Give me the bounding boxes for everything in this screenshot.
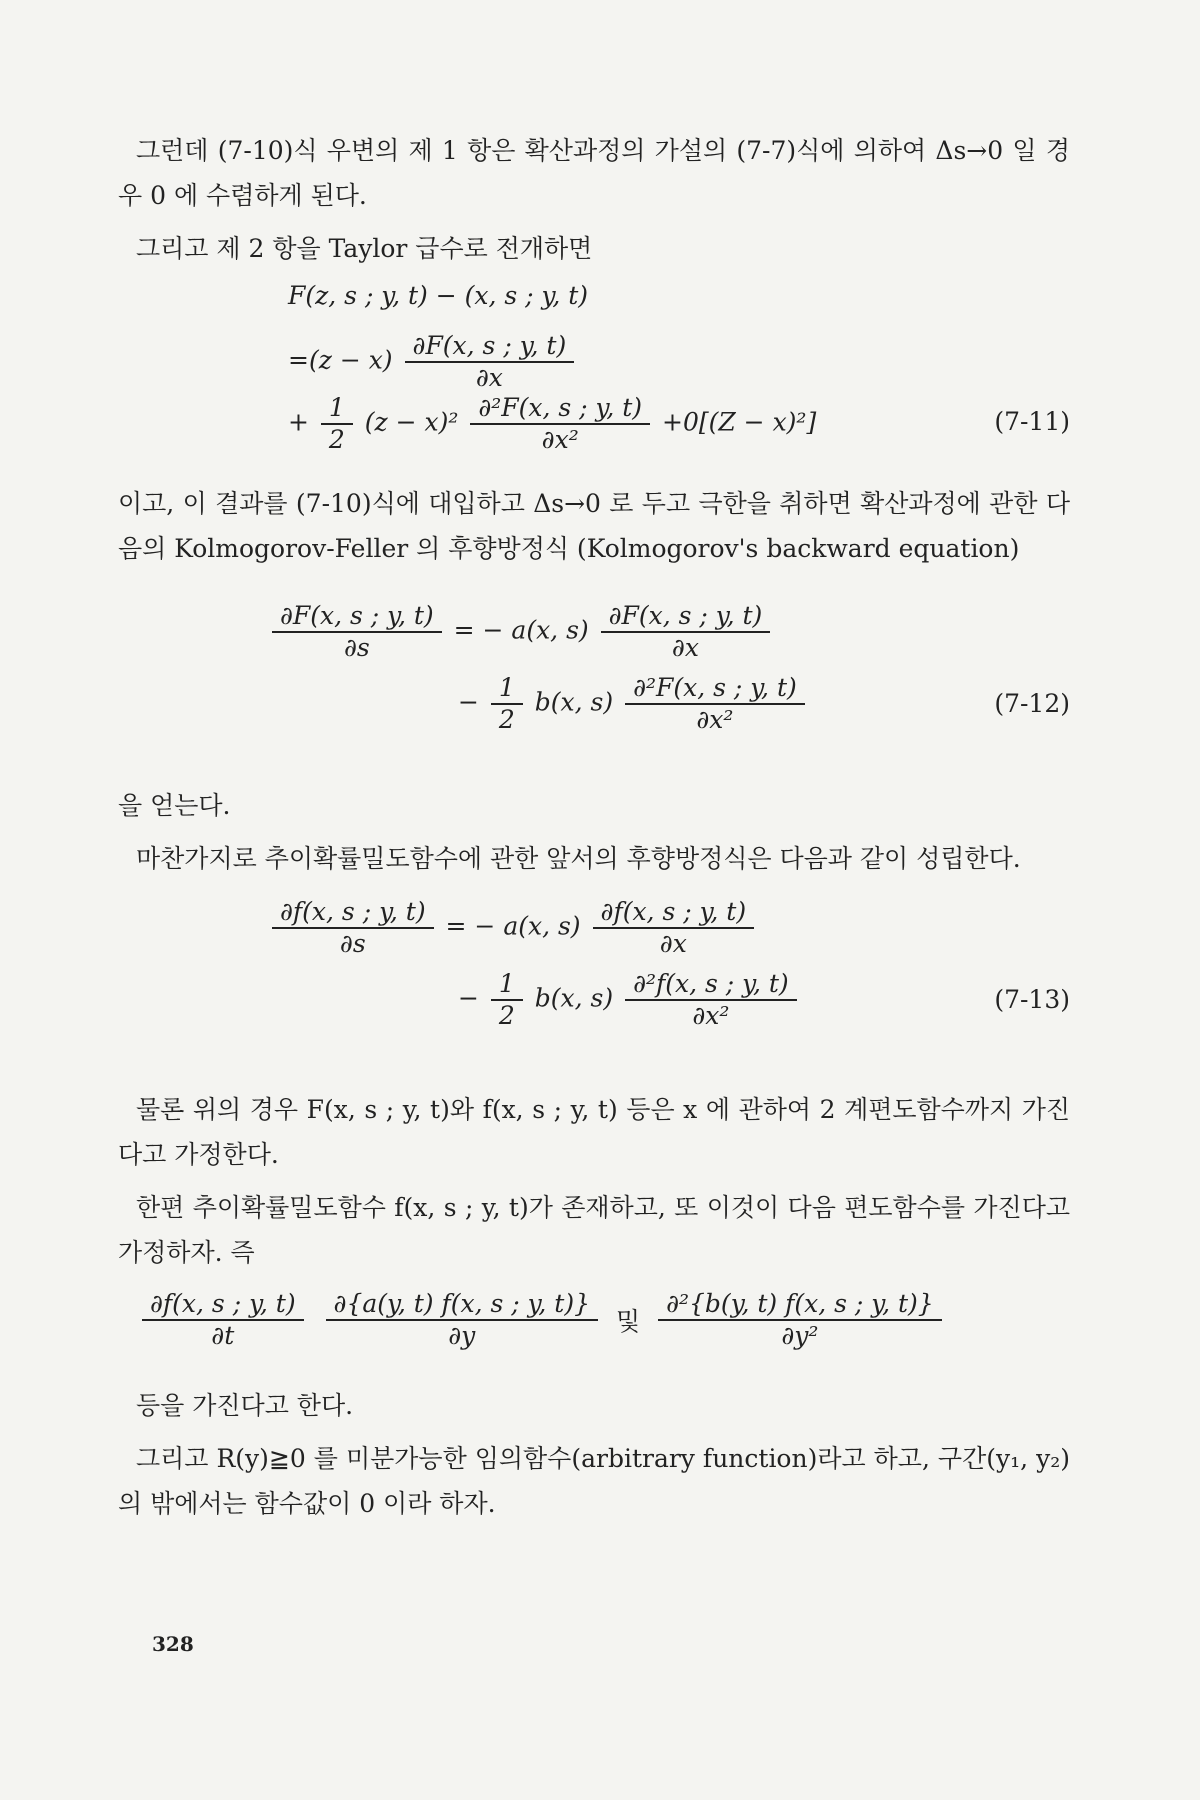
fraction	[142, 1289, 304, 1351]
fraction-numerator: ∂f(x, s ; y, t)	[142, 1289, 304, 1321]
page-number: 328	[152, 1632, 194, 1656]
fraction-numerator: ∂²{b(y, t) f(x, s ; y, t)}	[658, 1289, 942, 1321]
half-fraction	[491, 969, 523, 1031]
fraction-denominator: 2	[328, 425, 345, 454]
equation-7-12-line-1	[268, 601, 1070, 673]
fraction-denominator: 2	[498, 705, 515, 734]
fraction-numerator: ∂²F(x, s ; y, t)	[470, 393, 650, 425]
fraction	[272, 897, 434, 959]
fraction-denominator: ∂s	[343, 633, 370, 662]
fraction-numerator: ∂f(x, s ; y, t)	[272, 897, 434, 929]
paragraph-3: 이고, 이 결과를 (7-10)식에 대입하고 Δs→0 로 두고 극한을 취하면 확산과정에 관한 다음의 Kolmogorov-Feller 의 후향방정식 (Kolmogorov's backward equation)	[118, 489, 1070, 563]
equation-number: (7-13)	[994, 985, 1070, 1014]
equation-7-13	[268, 897, 1070, 1067]
paragraph-7: 한편 추이확률밀도함수 f(x, s ; y, t)가 존재하고, 또 이것이 다음 편도함수를 가진다고 가정하자. 즉	[118, 1193, 1070, 1267]
paragraph-2: 그리고 제 2 항을 Taylor 급수로 전개하면	[136, 234, 593, 263]
fraction-denominator: 2	[498, 1001, 515, 1030]
paragraph-1: 그런데 (7-10)식 우변의 제 1 항은 확산과정의 가설의 (7-7)식에 의하여 Δs→0 일 경우 0 에 수렴하게 된다.	[118, 136, 1070, 210]
equation-7-11-line-3	[288, 393, 1070, 463]
equation-7-11-factor: =(z − x)	[288, 345, 393, 375]
fraction-denominator: ∂x	[671, 633, 699, 662]
fraction-numerator: ∂F(x, s ; y, t)	[601, 601, 771, 633]
fraction-numerator: ∂F(x, s ; y, t)	[405, 331, 575, 363]
equation-7-12-line-2	[458, 673, 1070, 745]
fraction	[593, 897, 755, 959]
equation-7-12	[268, 601, 1070, 771]
paragraph-4: 을 얻는다.	[118, 791, 231, 820]
fraction-numerator: 1	[491, 969, 523, 1001]
paragraph-8: 등을 가진다고 한다.	[136, 1391, 354, 1420]
equation-7-13-drift: = − a(x, s)	[445, 911, 581, 941]
fraction-denominator: ∂t	[211, 1321, 235, 1350]
fraction-numerator: 1	[491, 673, 523, 705]
equation-number: (7-12)	[994, 689, 1070, 718]
equation-7-11-line-2	[288, 331, 1070, 393]
fraction-denominator: ∂y²	[781, 1321, 819, 1350]
equation-7-12-diffusion: b(x, s)	[534, 687, 614, 717]
fraction-numerator: ∂f(x, s ; y, t)	[593, 897, 755, 929]
plus-sign: +	[288, 407, 309, 437]
equation-7-11-lhs: F(z, s ; y, t) − (x, s ; y, t)	[288, 281, 589, 310]
fraction-denominator: ∂x²	[541, 425, 579, 454]
equation-7-11	[288, 281, 1070, 471]
fraction	[470, 393, 650, 455]
fraction-numerator: 1	[321, 393, 353, 425]
fraction-denominator: ∂x²	[692, 1001, 730, 1030]
equation-7-11-square-term: (z − x)²	[364, 407, 459, 437]
fraction	[625, 673, 805, 735]
fraction-numerator: ∂²F(x, s ; y, t)	[625, 673, 805, 705]
minus-sign: −	[458, 983, 479, 1013]
fraction-numerator: ∂²f(x, s ; y, t)	[625, 969, 797, 1001]
half-fraction	[491, 673, 523, 735]
fraction	[272, 601, 442, 663]
fraction	[658, 1289, 942, 1351]
fraction-denominator: ∂x	[659, 929, 687, 958]
equation-7-13-line-1	[268, 897, 1070, 969]
equation-7-12-drift: = − a(x, s)	[453, 615, 589, 645]
paragraph-9: 그리고 R(y)≧0 를 미분가능한 임의함수(arbitrary function)라고 하고, 구간(y₁, y₂)의 밖에서는 함수값이 0 이라 하자.	[118, 1444, 1070, 1518]
paragraph-5: 마찬가지로 추이확률밀도함수에 관한 앞서의 후향방정식은 다음과 같이 성립한다.	[136, 844, 1021, 873]
fraction	[326, 1289, 598, 1351]
partial-derivatives-list	[138, 1289, 1070, 1369]
equation-7-11-remainder: +0[(Z − x)²]	[662, 407, 817, 437]
equation-7-13-line-2	[458, 969, 1070, 1041]
equation-number: (7-11)	[994, 407, 1070, 436]
fraction-numerator: ∂F(x, s ; y, t)	[272, 601, 442, 633]
fraction	[405, 331, 575, 393]
fraction-denominator: ∂x	[475, 363, 503, 392]
fraction	[601, 601, 771, 663]
equation-7-11-line-1	[288, 281, 1070, 331]
fraction-denominator: ∂y	[448, 1321, 476, 1350]
equation-7-13-diffusion: b(x, s)	[534, 983, 614, 1013]
half-fraction	[321, 393, 353, 455]
minus-sign: −	[458, 687, 479, 717]
conjunction-text: 및	[615, 1307, 641, 1336]
fraction	[625, 969, 797, 1031]
fraction-numerator: ∂{a(y, t) f(x, s ; y, t)}	[326, 1289, 598, 1321]
fraction-denominator: ∂x²	[696, 705, 734, 734]
paragraph-6: 물론 위의 경우 F(x, s ; y, t)와 f(x, s ; y, t) 등은 x 에 관하여 2 계편도함수까지 가진다고 가정한다.	[118, 1095, 1070, 1169]
fraction-denominator: ∂s	[339, 929, 366, 958]
